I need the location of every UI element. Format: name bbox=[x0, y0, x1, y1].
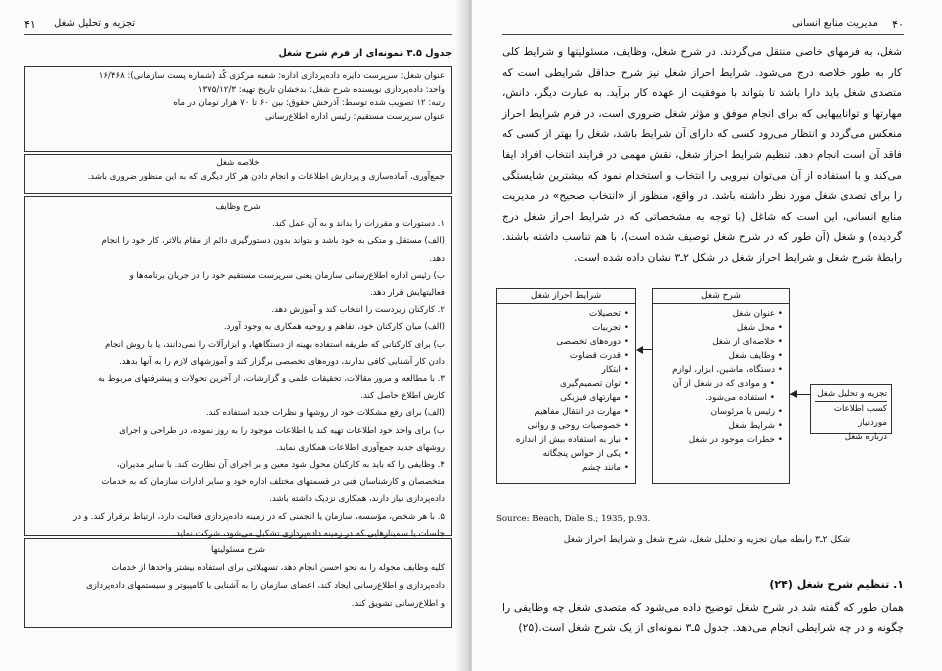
duty-line: جلسات یا سمینارهایی که در زمینه داده‌پردازی تشکیل می‌شود، شرکت نماید. bbox=[173, 528, 445, 539]
duty-line: فعالیتهایش قرار دهد. bbox=[369, 288, 445, 299]
right-page bbox=[472, 0, 942, 671]
left-page bbox=[0, 0, 470, 671]
duty-line: ب) برای کارکنانی که طریقه استفاده بهینه از دستگاهها، و ابزارآلات را نمی‌دانند، یا با روش انجام bbox=[105, 339, 445, 350]
description-item: • رئیس یا مرئوسان bbox=[659, 405, 783, 419]
requirement-item: • مهارت در انتقال مفاهیم bbox=[503, 405, 629, 419]
right-page-number: ۴۰ bbox=[892, 18, 904, 31]
info-line: رتبه: ۱۲ تصویب شده توسط: آذرخش حقوق: بین ۶۰ تا ۷۰ هزار تومان در ماه bbox=[173, 98, 445, 109]
description-item: • و موادی که در شغل از آن bbox=[659, 377, 783, 391]
info-line: واحد: داده‌پردازی نویسنده شرح شغل: بدخشان تاریخ تهیه: ۱۳۷۵/۱۲/۳ bbox=[197, 84, 445, 95]
duty-line: (الف) مستقل و متکی به خود باشد و بتواند بدون دستورگیری دائم از مقام بالاتر، کار خود را انجام bbox=[101, 236, 445, 247]
arrow-left-icon bbox=[790, 390, 797, 398]
resp-line: و اطلاع‌رسانی تشویق کند. bbox=[351, 599, 445, 609]
section-text: همان طور که گفته شد در شرح شغل توضیح داده می‌شود که متصدی شغل چه وظایفی را چگونه و در چه شرایطی انجام می‌دهد. جدول ۵ـ۳ نمونه‌ای از یک شرح شغل است.(۲۵) bbox=[502, 601, 904, 634]
job-description-box-title: شرح شغل bbox=[653, 289, 789, 304]
right-page-header bbox=[502, 18, 904, 35]
duty-line: دادن کار آشنایی کافی ندارند، دوره‌های تخصصی برگزار کند و آموزشهای لازم را به آنها بدهد. bbox=[118, 356, 445, 367]
responsibilities-heading: شرح مسئولیتها bbox=[211, 545, 265, 555]
info-line: عنوان سرپرست مستقیم: رئیس اداره اطلاع‌رسانی bbox=[264, 111, 445, 122]
job-description-box bbox=[652, 288, 790, 484]
requirements-box-title: شرایط احراز شغل bbox=[497, 289, 635, 304]
requirement-item: • مانند چشم bbox=[503, 461, 629, 475]
duty-line: کارش اطلاع حاصل کند. bbox=[360, 391, 445, 402]
duties-box bbox=[24, 196, 452, 539]
info-line: عنوان شغل: سرپرست دایره داده‌پردازی اداره: شعبه مرکزی کُد (شماره پست سازمانی): ۱۶/۴۶۸ bbox=[98, 71, 445, 81]
requirement-item: • تحصیلات bbox=[503, 307, 629, 321]
requirement-item: • تجربیات bbox=[503, 321, 629, 335]
duty-line: ۴. وظایفی را که باید به کارکنان محول شود معین و بر اجرای آن نظارت کند. با سایر مدیران، bbox=[116, 460, 445, 471]
info-box bbox=[24, 66, 452, 152]
right-page-header-title: مدیریت منابع انسانی bbox=[791, 18, 878, 29]
summary-box bbox=[24, 154, 452, 194]
duty-line: ب) برای واحد خود اطلاعات تهیه کند یا اطلاعات موجود را به روز نموده، در طراحی و اجرای bbox=[119, 425, 445, 436]
description-item: • شرایط شغل bbox=[659, 419, 783, 433]
duty-line: ۵. با هر شخص، مؤسسه، سازمان یا انجمنی که در زمینه داده‌پردازی فعالیت دارد، ارتباط برقرار کند. و در bbox=[73, 511, 445, 522]
body-paragraph: شغل، به فرمهای خاصی منتقل می‌گردند. در شرح شغل، وظایف، مسئولیتها و شرایط کلی کار به طور خلاصه درج می‌شود. شرایط احراز شغل نیز شرح حداقل شرایطی است که متصدی شغل باید دارا باشد تا بتواند با موفقیت از عهده کار برآید. به عبارت دیگر، دانش، مهارتها و تواناییهایی که برای انجام موفق و مؤثر شغل ضروری است، در فرم شرایط احراز منعکس می‌گردد و انتظار می‌رود کسی که دارای آن شرایط باشد، شغل را بهتر از کسی که فاقد آن است انجام دهد. تنظیم شرایط احراز شغل، نقش مهمی در فرایند انتخاب افراد ایفا می‌کند و با استفاده از آن می‌توان نیرویی را انتخاب و استخدام نمود که بیشترین شایستگی را برای تصدی شغل مورد نظر داشته باشد. در واقع، منظور از «انتخاب صحیح» در مدیریت منابع انسانی، این است که شاغل (با توجه به مشخصاتی که در شرایط احراز شغل درج گردیده) و شغل (آن طور که در شرح شغل توصیف شده است)، با هم تناسب داشته باشند. رابطهٔ شرح شغل و شرایط احراز شغل در شکل ۲ـ۳ نشان داده شده است. bbox=[502, 46, 902, 264]
job-analysis-line: درباره شغل bbox=[844, 432, 887, 442]
resp-line: کلیه وظایف محوله را به نحو احسن انجام دهد، تسهیلاتی برای استفاده بیشتر واحدها از خدمات bbox=[111, 563, 445, 573]
duty-line: ۱. دستورات و مقررات را بداند و به آن عمل کند. bbox=[272, 219, 445, 230]
requirement-item: • توان تصمیم‌گیری bbox=[503, 377, 629, 391]
section-heading: ۱. تنظیم شرح شغل (۲۴) bbox=[769, 578, 904, 591]
duty-line: (الف) برای رفع مشکلات خود از روشها و نظرات جدید استفاده کند. bbox=[205, 408, 445, 419]
requirement-item: • یکی از حواس پنجگانه bbox=[503, 447, 629, 461]
left-page-number: ۴۱ bbox=[24, 18, 36, 31]
duty-line: داده‌پردازی نیاز دارند، همکاری نزدیک داشته باشد. bbox=[269, 494, 445, 505]
responsibilities-box bbox=[24, 538, 452, 628]
arrow-left-icon bbox=[636, 346, 643, 354]
requirement-item: • نیاز به استفاده بیش از اندازه bbox=[503, 433, 629, 447]
requirement-item: • دوره‌های تخصصی bbox=[503, 335, 629, 349]
duty-line: (الف) میان کارکنان خود، تفاهم و روحیه همکاری به وجود آورد. bbox=[223, 322, 445, 333]
job-analysis-title: تجزیه و تحلیل شغل bbox=[815, 387, 887, 402]
description-item: • عنوان شغل bbox=[659, 307, 783, 321]
description-item: • خطرات موجود در شغل bbox=[659, 433, 783, 447]
summary-heading: خلاصه شغل bbox=[216, 158, 260, 168]
job-analysis-box bbox=[810, 384, 892, 442]
duty-line: روشهای جدید جمع‌آوری اطلاعات همکاری نماید. bbox=[275, 442, 445, 453]
requirement-item: • قدرت قضاوت bbox=[503, 349, 629, 363]
duty-line: متخصصان و کارشناسان فنی در قسمتهای مختلف اداره خود و سایر ادارات سازمان که به خدمات bbox=[101, 477, 445, 488]
requirement-item: • ابتکار bbox=[503, 363, 629, 377]
description-item: • وظایف شغل bbox=[659, 349, 783, 363]
requirement-item: • خصوصیات روحی و روانی bbox=[503, 419, 629, 433]
description-item: • خلاصه‌ای از شغل bbox=[659, 335, 783, 349]
duty-line: ۲. کارکنان زیردست را انتخاب کند و آموزش دهد. bbox=[271, 305, 445, 316]
duties-heading: شرح وظایف bbox=[215, 202, 261, 212]
description-item: • استفاده می‌شود. bbox=[659, 391, 783, 405]
table-caption: جدول ۳.۵ نمونه‌ای از فرم شرح شغل bbox=[278, 48, 452, 59]
figure-caption: شکل ۲ـ۳ رابطه میان تجزیه و تحلیل شغل، شرح شغل و شرایط احراز شغل bbox=[563, 534, 851, 545]
figure-source: Source: Beach, Dale S.; 1935, p.93. bbox=[496, 514, 651, 524]
left-page-header bbox=[24, 18, 452, 35]
connector-line bbox=[642, 349, 652, 350]
job-analysis-line: کسب اطلاعات موردنیاز bbox=[833, 404, 887, 428]
summary-text: جمع‌آوری، آماده‌سازی و پردازش اطلاعات و انجام دادن هر کار دیگری که به این منظور ضروری باشد. bbox=[87, 171, 445, 182]
description-item: • محل شغل bbox=[659, 321, 783, 335]
resp-line: داده‌پردازی و اطلاع‌رسانی ایجاد کند، اعضای سازمان را به آشنایی با کامپیوتر و سیستمهای داده‌پردازی bbox=[86, 581, 445, 591]
left-page-header-title: تجزیه و تحلیل شغل bbox=[54, 18, 136, 29]
duty-line: ۳. با مطالعه و مرور مقالات، تحقیقات علمی و گزارشات، از آخرین تحولات و پیشرفتهای مربوط به bbox=[97, 374, 445, 385]
requirements-box bbox=[496, 288, 636, 484]
requirement-item: • مهارتهای فیزیکی bbox=[503, 391, 629, 405]
description-item: • دستگاه، ماشین، ابزار، لوازم bbox=[659, 363, 783, 377]
duty-line: دهد. bbox=[429, 253, 445, 264]
duty-line: ب) رئیس اداره اطلاع‌رسانی سازمان یعنی سرپرست مستقیم خود را در جریان برنامه‌ها و bbox=[129, 270, 445, 281]
